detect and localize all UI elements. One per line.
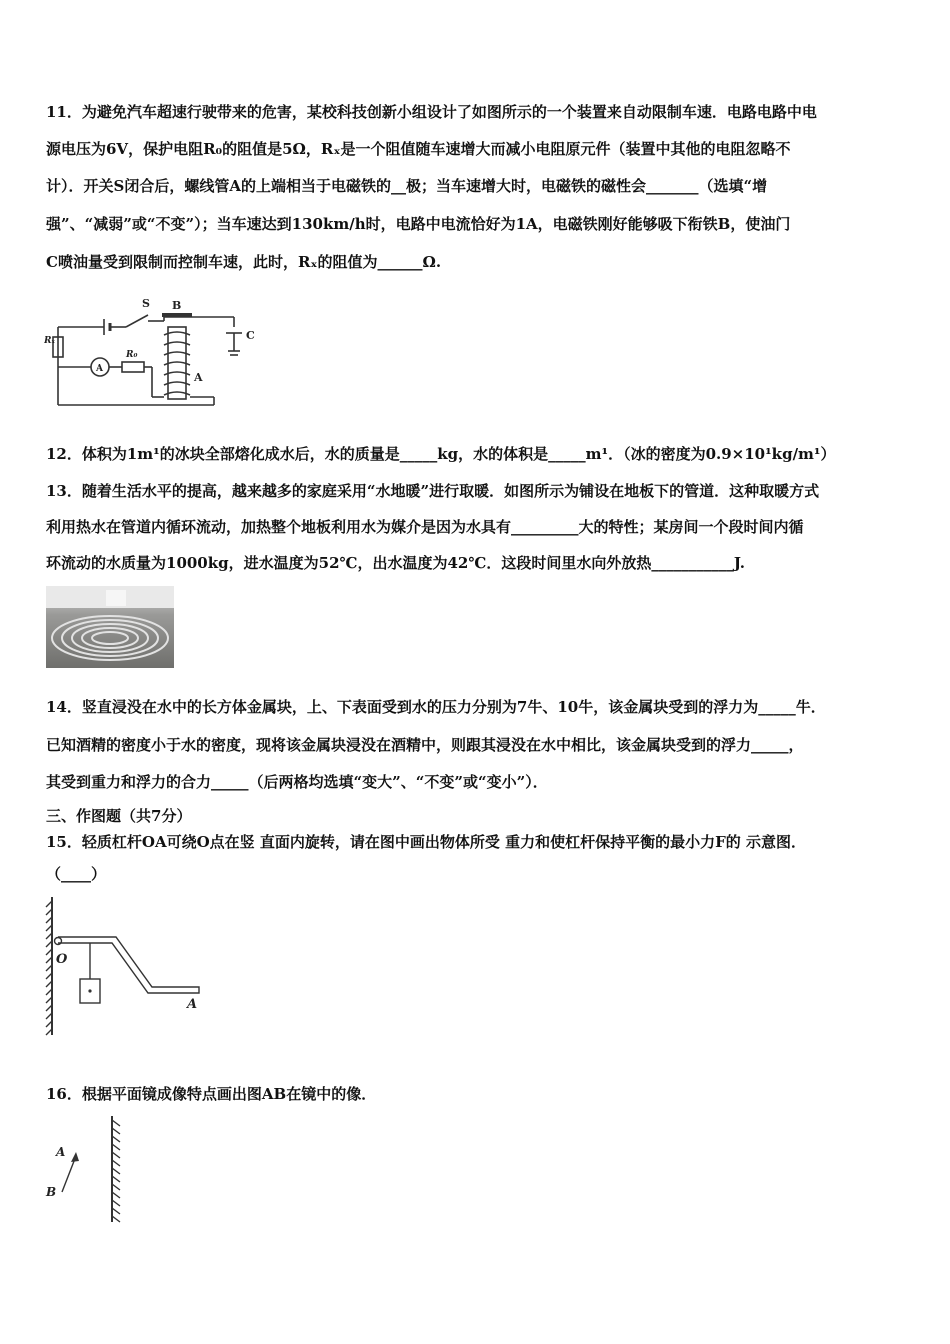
- label-b: B: [172, 299, 182, 312]
- q13-line-3: 环流动的水质量为1000kg，进水温度为52℃，出水温度为42℃．这段时间里水向外放热___________J.: [46, 554, 745, 572]
- label-s: S: [142, 297, 150, 310]
- label-b: B: [46, 1185, 57, 1199]
- q12-line-1: 12．体积为1m¹的冰块全部熔化成水后，水的质量是_____kg，水的体积是_____m¹．（冰的密度为0.9×10¹kg/m¹）: [46, 445, 836, 463]
- q14-line-3: 其受到重力和浮力的合力_____（后两格均选填“变大”、“不变”或“变小”）．: [46, 773, 548, 791]
- q13-line-2: 利用热水在管道内循环流动，加热整个地板利用水为媒介是因为水具有_________大的特性；某房间一个段时间内循: [46, 518, 804, 536]
- label-a: A: [194, 371, 203, 384]
- circuit-diagram: [44, 285, 274, 415]
- q13-line-1: 13．随着生活水平的提高，越来越多的家庭采用“水地暖”进行取暖．如图所示为铺设在地板下的管道．这种取暖方式: [46, 482, 820, 500]
- q11-line-2: 源电压为6V，保护电阻R₀的阻值是5Ω，Rₓ是一个阻值随车速增大而减小电阻原元件（装置中其他的电阻忽略不: [46, 140, 791, 158]
- q11-line-3: 计）．开关S闭合后，螺线管A的上端相当于电磁铁的__极；当车速增大时，电磁铁的磁性会_______（选填“增: [46, 177, 768, 195]
- label-r0: R₀: [126, 350, 138, 360]
- q11-line-1: 11．为避免汽车超速行驶带来的危害，某校科技创新小组设计了如图所示的一个装置来自动限制车速．电路电路中电: [46, 103, 817, 121]
- label-a: A: [187, 997, 198, 1012]
- label-o: O: [56, 952, 68, 967]
- q15-line-1: 15．轻质杠杆OA可绕O点在竖 直面内旋转，请在图中画出物体所受 重力和使杠杆保持平衡的最小力F的 示意图．: [46, 833, 806, 851]
- label-ammeter: A: [96, 364, 103, 374]
- floor-heating-photo: [46, 586, 174, 668]
- q14-line-2: 已知酒精的密度小于水的密度，现将该金属块浸没在酒精中，则跟其浸没在水中相比，该金属块受到的浮力_____，: [46, 736, 804, 754]
- label-rx: Rₓ: [44, 336, 55, 346]
- label-a: A: [56, 1145, 66, 1159]
- mirror-diagram: [44, 1114, 134, 1226]
- q11-line-4: 强”、“减弱”或“不变”）；当车速达到130km/h时，电路中电流恰好为1A，电磁铁刚好能够吸下衔铁B，使油门: [46, 215, 791, 233]
- label-c: C: [246, 329, 255, 342]
- lever-diagram: [44, 895, 209, 1040]
- q14-line-1: 14．竖直浸没在水中的长方体金属块，上、下表面受到水的压力分别为7牛、10牛，该金属块受到的浮力为_____牛．: [46, 698, 826, 716]
- section-title: 三、作图题（共7分）: [46, 807, 192, 825]
- q15-line-2: （____）: [46, 865, 107, 883]
- q11-line-5: C喷油量受到限制而控制车速，此时，Rₓ的阻值为______Ω.: [46, 253, 442, 271]
- q16-line-1: 16．根据平面镜成像特点画出图AB在镜中的像．: [46, 1085, 377, 1103]
